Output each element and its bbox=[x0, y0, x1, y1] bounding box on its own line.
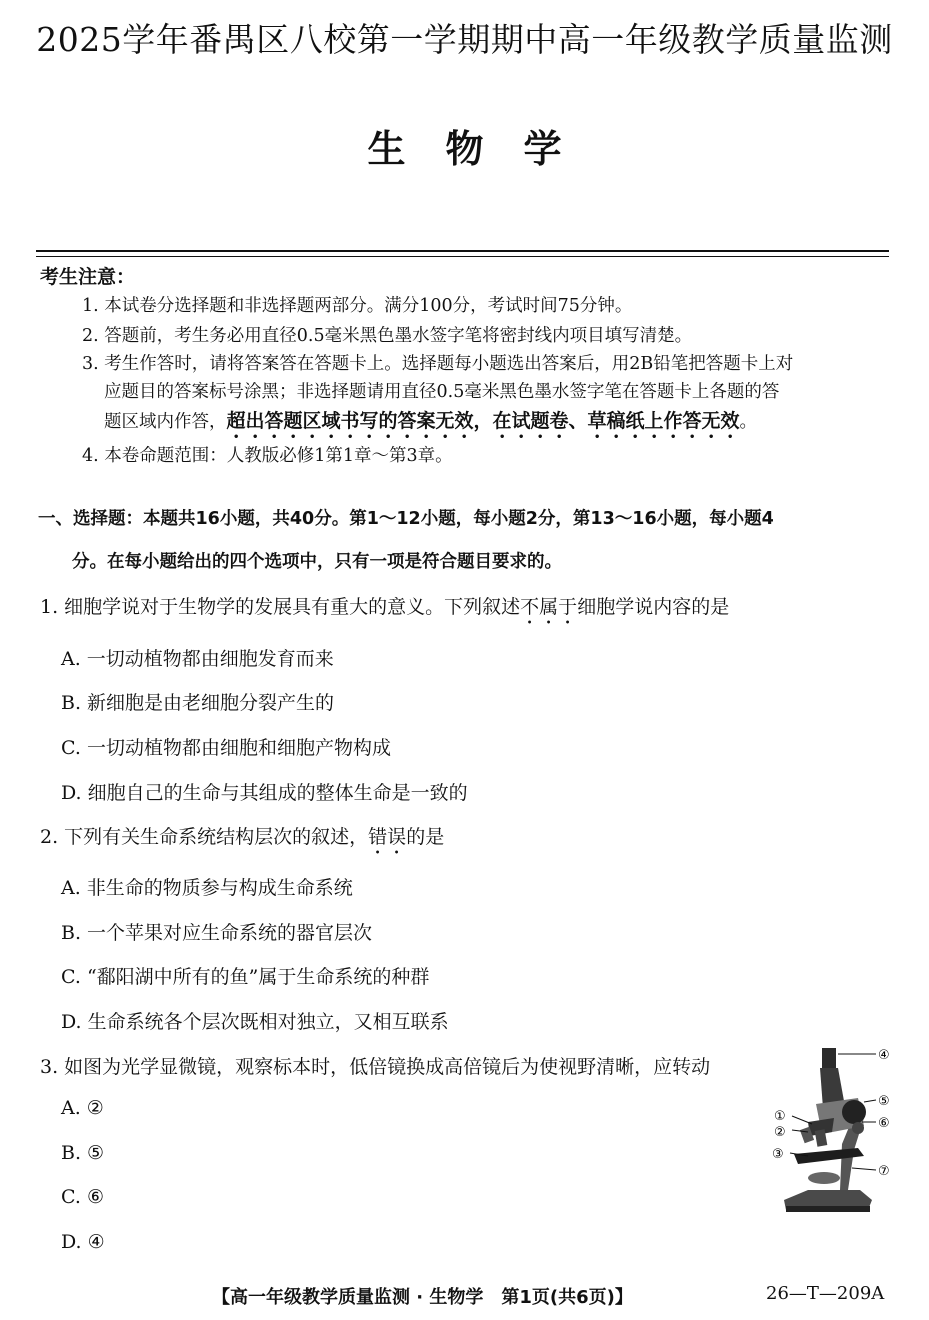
question-1-stem-post: 细胞学说内容的是 bbox=[577, 596, 730, 618]
footer-code: 26—T—209A bbox=[766, 1283, 885, 1304]
question-2-stem-post: 的是 bbox=[406, 826, 445, 848]
notice-item-4: 4. 本卷命题范围：人教版必修1第1章～第3章。 bbox=[82, 446, 453, 466]
section-heading-line2: 分。在每小题给出的四个选项中，只有一项是符合题目要求的。 bbox=[72, 552, 562, 572]
question-2-emphasis: 错误 bbox=[368, 826, 407, 848]
figure-label-2: ② bbox=[774, 1125, 786, 1140]
microscope-mirror bbox=[808, 1172, 840, 1184]
question-2-option-c: C. “鄱阳湖中所有的鱼”属于生命系统的种群 bbox=[61, 966, 430, 988]
section-heading-line1: 一、选择题：本题共16小题，共40分。第1～12小题，每小题2分，第13～16小题，每小题4 bbox=[38, 509, 774, 529]
double-rule-top bbox=[36, 250, 889, 252]
question-1-option-d: D. 细胞自己的生命与其组成的整体生命是一致的 bbox=[61, 782, 468, 804]
question-1-stem bbox=[40, 592, 729, 629]
question-2-stem-pre: 2. 下列有关生命系统结构层次的叙述， bbox=[40, 826, 369, 848]
double-rule-bottom bbox=[36, 256, 889, 257]
microscope-stage bbox=[794, 1148, 864, 1164]
footer-page-info bbox=[212, 1283, 633, 1309]
microscope-eyepiece bbox=[822, 1048, 836, 1070]
question-3-option-d: D. ④ bbox=[61, 1231, 105, 1253]
figure-label-3: ③ bbox=[772, 1147, 784, 1162]
notice-item-1: 1. 本试卷分选择题和非选择题两部分。满分100分，考试时间75分钟。 bbox=[82, 296, 633, 316]
figure-label-6: ⑥ bbox=[878, 1116, 890, 1131]
question-3-option-c: C. ⑥ bbox=[61, 1186, 104, 1208]
figure-label-5: ⑤ bbox=[878, 1094, 890, 1109]
footer-text: 【高一年级教学质量监测 · 生物学 第1页(共6页)】 bbox=[212, 1287, 633, 1308]
exam-title: 2025学年番禺区八校第一学期期中高一年级教学质量监测 bbox=[36, 20, 893, 59]
notice-emphasis-end: 。 bbox=[739, 412, 758, 432]
question-1-option-a: A. 一切动植物都由细胞发育而来 bbox=[61, 648, 334, 670]
notice-item-2: 2. 答题前，考生务必用直径0.5毫米黑色墨水签字笔将密封线内项目填写清楚。 bbox=[82, 326, 693, 346]
question-3-option-b: B. ⑤ bbox=[61, 1142, 105, 1164]
figure-label-4: ④ bbox=[878, 1048, 890, 1063]
question-2-option-a: A. 非生命的物质参与构成生命系统 bbox=[61, 877, 353, 899]
notice-emphasis: 超出答题区域书写的答案无效，在试题卷、草稿纸上作答无效 bbox=[226, 410, 740, 432]
figure-label-7: ⑦ bbox=[878, 1164, 890, 1179]
question-2-option-b: B. 一个苹果对应生命系统的器官层次 bbox=[61, 922, 373, 944]
figure-label-1: ① bbox=[774, 1109, 786, 1124]
fine-focus-knob bbox=[852, 1122, 864, 1134]
question-3-stem: 3. 如图为光学显微镜，观察标本时，低倍镜换成高倍镜后为使视野清晰，应转动 bbox=[40, 1056, 711, 1078]
question-2-option-d: D. 生命系统各个层次既相对独立，又相互联系 bbox=[61, 1011, 449, 1033]
question-1-stem-pre: 1. 细胞学说对于生物学的发展具有重大的意义。下列叙述 bbox=[40, 596, 521, 618]
question-2-stem bbox=[40, 822, 444, 859]
microscope-base-edge bbox=[786, 1206, 870, 1212]
microscope-figure bbox=[768, 1040, 898, 1220]
question-3-option-a: A. ② bbox=[61, 1097, 104, 1119]
question-1-emphasis: 不属于 bbox=[520, 596, 578, 618]
subject-title: 生物学 bbox=[367, 126, 602, 171]
coarse-focus-knob bbox=[842, 1100, 866, 1124]
notice-item-3-last bbox=[104, 406, 757, 443]
question-1-option-c: C. 一切动植物都由细胞和细胞产物构成 bbox=[61, 737, 391, 759]
notice-item-3: 3. 考生作答时，请将答案答在答题卡上。选择题每小题选出答案后，用2B铅笔把答题卡上对 bbox=[82, 354, 794, 374]
notice-item-3-cont: 应题目的答案标号涂黑；非选择题请用直径0.5毫米黑色墨水签字笔在答题卡上各题的答 bbox=[104, 382, 780, 402]
notice-heading: 考生注意： bbox=[40, 266, 136, 288]
notice-item-3-tail: 题区域内作答， bbox=[104, 412, 227, 432]
question-1-option-b: B. 新细胞是由老细胞分裂产生的 bbox=[61, 692, 335, 714]
